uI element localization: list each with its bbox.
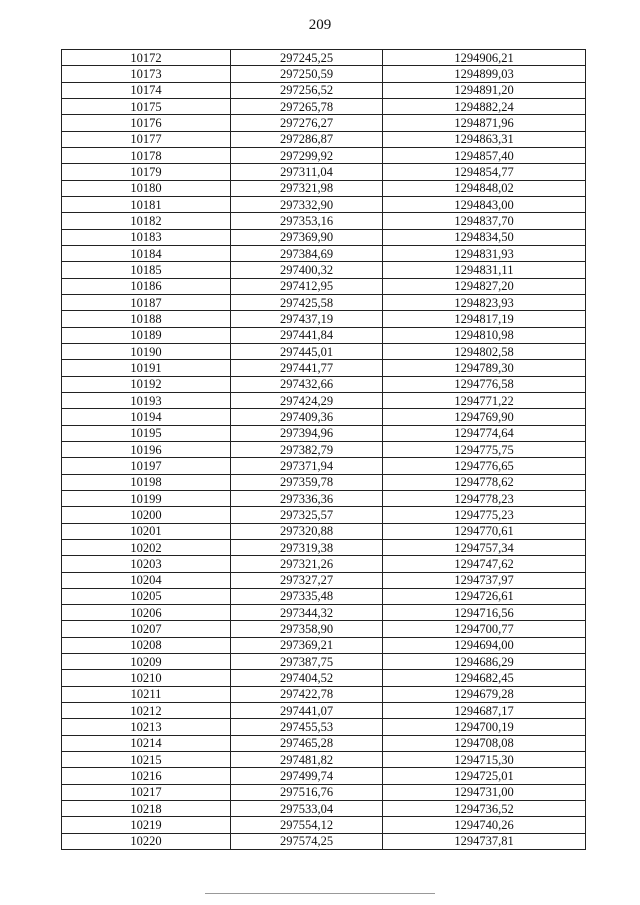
- y-coordinate-cell: 1294789,30: [383, 360, 586, 376]
- point-number-cell: 10184: [62, 245, 231, 261]
- table-row: [62, 180, 586, 196]
- table-row: [62, 311, 586, 327]
- y-coordinate-cell: 1294817,19: [383, 311, 586, 327]
- x-coordinate-cell: 297533,04: [231, 801, 383, 817]
- point-number-cell: 10183: [62, 229, 231, 245]
- point-number-cell: 10180: [62, 180, 231, 196]
- table-row: [62, 605, 586, 621]
- y-coordinate-cell: 1294906,21: [383, 50, 586, 66]
- x-coordinate-cell: 297425,58: [231, 294, 383, 310]
- coordinates-table-body: [62, 50, 586, 850]
- x-coordinate-cell: 297256,52: [231, 82, 383, 98]
- x-coordinate-cell: 297321,98: [231, 180, 383, 196]
- x-coordinate-cell: 297265,78: [231, 98, 383, 114]
- x-coordinate-cell: 297335,48: [231, 588, 383, 604]
- table-row: [62, 213, 586, 229]
- point-number-cell: 10213: [62, 719, 231, 735]
- y-coordinate-cell: 1294747,62: [383, 556, 586, 572]
- y-coordinate-cell: 1294737,97: [383, 572, 586, 588]
- point-number-cell: 10207: [62, 621, 231, 637]
- point-number-cell: 10199: [62, 490, 231, 506]
- point-number-cell: 10202: [62, 539, 231, 555]
- point-number-cell: 10214: [62, 735, 231, 751]
- x-coordinate-cell: 297481,82: [231, 752, 383, 768]
- table-row: [62, 621, 586, 637]
- y-coordinate-cell: 1294776,65: [383, 458, 586, 474]
- x-coordinate-cell: 297412,95: [231, 278, 383, 294]
- y-coordinate-cell: 1294891,20: [383, 82, 586, 98]
- point-number-cell: 10192: [62, 376, 231, 392]
- y-coordinate-cell: 1294776,58: [383, 376, 586, 392]
- y-coordinate-cell: 1294802,58: [383, 343, 586, 359]
- table-row: [62, 752, 586, 768]
- y-coordinate-cell: 1294778,23: [383, 490, 586, 506]
- x-coordinate-cell: 297353,16: [231, 213, 383, 229]
- table-row: [62, 588, 586, 604]
- point-number-cell: 10178: [62, 147, 231, 163]
- x-coordinate-cell: 297499,74: [231, 768, 383, 784]
- x-coordinate-cell: 297250,59: [231, 66, 383, 82]
- table-row: [62, 441, 586, 457]
- x-coordinate-cell: 297574,25: [231, 833, 383, 849]
- x-coordinate-cell: 297516,76: [231, 784, 383, 800]
- table-row: [62, 719, 586, 735]
- point-number-cell: 10203: [62, 556, 231, 572]
- point-number-cell: 10195: [62, 425, 231, 441]
- y-coordinate-cell: 1294834,50: [383, 229, 586, 245]
- x-coordinate-cell: 297445,01: [231, 343, 383, 359]
- y-coordinate-cell: 1294726,61: [383, 588, 586, 604]
- table-row: [62, 735, 586, 751]
- table-row: [62, 801, 586, 817]
- x-coordinate-cell: 297369,90: [231, 229, 383, 245]
- bottom-divider: [205, 893, 435, 894]
- y-coordinate-cell: 1294837,70: [383, 213, 586, 229]
- point-number-cell: 10189: [62, 327, 231, 343]
- page-number: 209: [308, 17, 332, 33]
- table-row: [62, 654, 586, 670]
- y-coordinate-cell: 1294775,23: [383, 507, 586, 523]
- point-number-cell: 10191: [62, 360, 231, 376]
- y-coordinate-cell: 1294737,81: [383, 833, 586, 849]
- table-row: [62, 833, 586, 849]
- x-coordinate-cell: 297554,12: [231, 817, 383, 833]
- x-coordinate-cell: 297404,52: [231, 670, 383, 686]
- x-coordinate-cell: 297276,27: [231, 115, 383, 131]
- point-number-cell: 10188: [62, 311, 231, 327]
- table-row: [62, 343, 586, 359]
- x-coordinate-cell: 297319,38: [231, 539, 383, 555]
- x-coordinate-cell: 297359,78: [231, 474, 383, 490]
- y-coordinate-cell: 1294716,56: [383, 605, 586, 621]
- table-row: [62, 82, 586, 98]
- table-row: [62, 196, 586, 212]
- y-coordinate-cell: 1294827,20: [383, 278, 586, 294]
- x-coordinate-cell: 297325,57: [231, 507, 383, 523]
- x-coordinate-cell: 297327,27: [231, 572, 383, 588]
- x-coordinate-cell: 297465,28: [231, 735, 383, 751]
- x-coordinate-cell: 297432,66: [231, 376, 383, 392]
- point-number-cell: 10176: [62, 115, 231, 131]
- x-coordinate-cell: 297332,90: [231, 196, 383, 212]
- table-row: [62, 556, 586, 572]
- point-number-cell: 10196: [62, 441, 231, 457]
- point-number-cell: 10187: [62, 294, 231, 310]
- y-coordinate-cell: 1294715,30: [383, 752, 586, 768]
- x-coordinate-cell: 297441,84: [231, 327, 383, 343]
- x-coordinate-cell: 297358,90: [231, 621, 383, 637]
- table-row: [62, 294, 586, 310]
- point-number-cell: 10181: [62, 196, 231, 212]
- x-coordinate-cell: 297286,87: [231, 131, 383, 147]
- point-number-cell: 10179: [62, 164, 231, 180]
- point-number-cell: 10219: [62, 817, 231, 833]
- y-coordinate-cell: 1294774,64: [383, 425, 586, 441]
- point-number-cell: 10197: [62, 458, 231, 474]
- y-coordinate-cell: 1294679,28: [383, 686, 586, 702]
- table-row: [62, 474, 586, 490]
- table-row: [62, 670, 586, 686]
- point-number-cell: 10186: [62, 278, 231, 294]
- y-coordinate-cell: 1294770,61: [383, 523, 586, 539]
- x-coordinate-cell: 297299,92: [231, 147, 383, 163]
- x-coordinate-cell: 297387,75: [231, 654, 383, 670]
- point-number-cell: 10182: [62, 213, 231, 229]
- point-number-cell: 10211: [62, 686, 231, 702]
- point-number-cell: 10173: [62, 66, 231, 82]
- point-number-cell: 10217: [62, 784, 231, 800]
- point-number-cell: 10218: [62, 801, 231, 817]
- x-coordinate-cell: 297437,19: [231, 311, 383, 327]
- x-coordinate-cell: 297441,77: [231, 360, 383, 376]
- point-number-cell: 10200: [62, 507, 231, 523]
- y-coordinate-cell: 1294810,98: [383, 327, 586, 343]
- table-row: [62, 278, 586, 294]
- x-coordinate-cell: 297369,21: [231, 637, 383, 653]
- table-row: [62, 229, 586, 245]
- x-coordinate-cell: 297336,36: [231, 490, 383, 506]
- x-coordinate-cell: 297311,04: [231, 164, 383, 180]
- table-row: [62, 539, 586, 555]
- y-coordinate-cell: 1294725,01: [383, 768, 586, 784]
- table-row: [62, 164, 586, 180]
- point-number-cell: 10185: [62, 262, 231, 278]
- point-number-cell: 10194: [62, 409, 231, 425]
- table-row: [62, 507, 586, 523]
- y-coordinate-cell: 1294740,26: [383, 817, 586, 833]
- table-row: [62, 784, 586, 800]
- coordinates-table: [61, 49, 586, 850]
- table-row: [62, 686, 586, 702]
- point-number-cell: 10205: [62, 588, 231, 604]
- x-coordinate-cell: 297384,69: [231, 245, 383, 261]
- point-number-cell: 10220: [62, 833, 231, 849]
- y-coordinate-cell: 1294882,24: [383, 98, 586, 114]
- y-coordinate-cell: 1294731,00: [383, 784, 586, 800]
- table-row: [62, 392, 586, 408]
- x-coordinate-cell: 297320,88: [231, 523, 383, 539]
- point-number-cell: 10215: [62, 752, 231, 768]
- y-coordinate-cell: 1294831,11: [383, 262, 586, 278]
- point-number-cell: 10209: [62, 654, 231, 670]
- point-number-cell: 10193: [62, 392, 231, 408]
- point-number-cell: 10174: [62, 82, 231, 98]
- y-coordinate-cell: 1294736,52: [383, 801, 586, 817]
- table-row: [62, 376, 586, 392]
- x-coordinate-cell: 297422,78: [231, 686, 383, 702]
- point-number-cell: 10216: [62, 768, 231, 784]
- point-number-cell: 10206: [62, 605, 231, 621]
- table-row: [62, 458, 586, 474]
- table-row: [62, 360, 586, 376]
- table-row: [62, 66, 586, 82]
- y-coordinate-cell: 1294700,77: [383, 621, 586, 637]
- point-number-cell: 10201: [62, 523, 231, 539]
- x-coordinate-cell: 297371,94: [231, 458, 383, 474]
- y-coordinate-cell: 1294854,77: [383, 164, 586, 180]
- x-coordinate-cell: 297400,32: [231, 262, 383, 278]
- y-coordinate-cell: 1294871,96: [383, 115, 586, 131]
- y-coordinate-cell: 1294708,08: [383, 735, 586, 751]
- table-row: [62, 50, 586, 66]
- table-row: [62, 572, 586, 588]
- y-coordinate-cell: 1294686,29: [383, 654, 586, 670]
- point-number-cell: 10172: [62, 50, 231, 66]
- y-coordinate-cell: 1294757,34: [383, 539, 586, 555]
- table-row: [62, 147, 586, 163]
- table-row: [62, 327, 586, 343]
- table-row: [62, 703, 586, 719]
- table-row: [62, 98, 586, 114]
- y-coordinate-cell: 1294771,22: [383, 392, 586, 408]
- x-coordinate-cell: 297245,25: [231, 50, 383, 66]
- y-coordinate-cell: 1294778,62: [383, 474, 586, 490]
- y-coordinate-cell: 1294700,19: [383, 719, 586, 735]
- point-number-cell: 10204: [62, 572, 231, 588]
- y-coordinate-cell: 1294848,02: [383, 180, 586, 196]
- y-coordinate-cell: 1294831,93: [383, 245, 586, 261]
- table-row: [62, 115, 586, 131]
- x-coordinate-cell: 297382,79: [231, 441, 383, 457]
- table-row: [62, 245, 586, 261]
- table-row: [62, 817, 586, 833]
- y-coordinate-cell: 1294769,90: [383, 409, 586, 425]
- point-number-cell: 10190: [62, 343, 231, 359]
- point-number-cell: 10210: [62, 670, 231, 686]
- y-coordinate-cell: 1294775,75: [383, 441, 586, 457]
- point-number-cell: 10212: [62, 703, 231, 719]
- y-coordinate-cell: 1294823,93: [383, 294, 586, 310]
- table-row: [62, 409, 586, 425]
- x-coordinate-cell: 297394,96: [231, 425, 383, 441]
- table-row: [62, 768, 586, 784]
- x-coordinate-cell: 297455,53: [231, 719, 383, 735]
- point-number-cell: 10208: [62, 637, 231, 653]
- y-coordinate-cell: 1294687,17: [383, 703, 586, 719]
- point-number-cell: 10175: [62, 98, 231, 114]
- y-coordinate-cell: 1294857,40: [383, 147, 586, 163]
- table-row: [62, 523, 586, 539]
- table-row: [62, 131, 586, 147]
- x-coordinate-cell: 297441,07: [231, 703, 383, 719]
- table-row: [62, 490, 586, 506]
- table-row: [62, 262, 586, 278]
- x-coordinate-cell: 297344,32: [231, 605, 383, 621]
- table-row: [62, 425, 586, 441]
- x-coordinate-cell: 297409,36: [231, 409, 383, 425]
- y-coordinate-cell: 1294694,00: [383, 637, 586, 653]
- y-coordinate-cell: 1294899,03: [383, 66, 586, 82]
- y-coordinate-cell: 1294863,31: [383, 131, 586, 147]
- x-coordinate-cell: 297321,26: [231, 556, 383, 572]
- table-row: [62, 637, 586, 653]
- y-coordinate-cell: 1294682,45: [383, 670, 586, 686]
- y-coordinate-cell: 1294843,00: [383, 196, 586, 212]
- point-number-cell: 10198: [62, 474, 231, 490]
- point-number-cell: 10177: [62, 131, 231, 147]
- x-coordinate-cell: 297424,29: [231, 392, 383, 408]
